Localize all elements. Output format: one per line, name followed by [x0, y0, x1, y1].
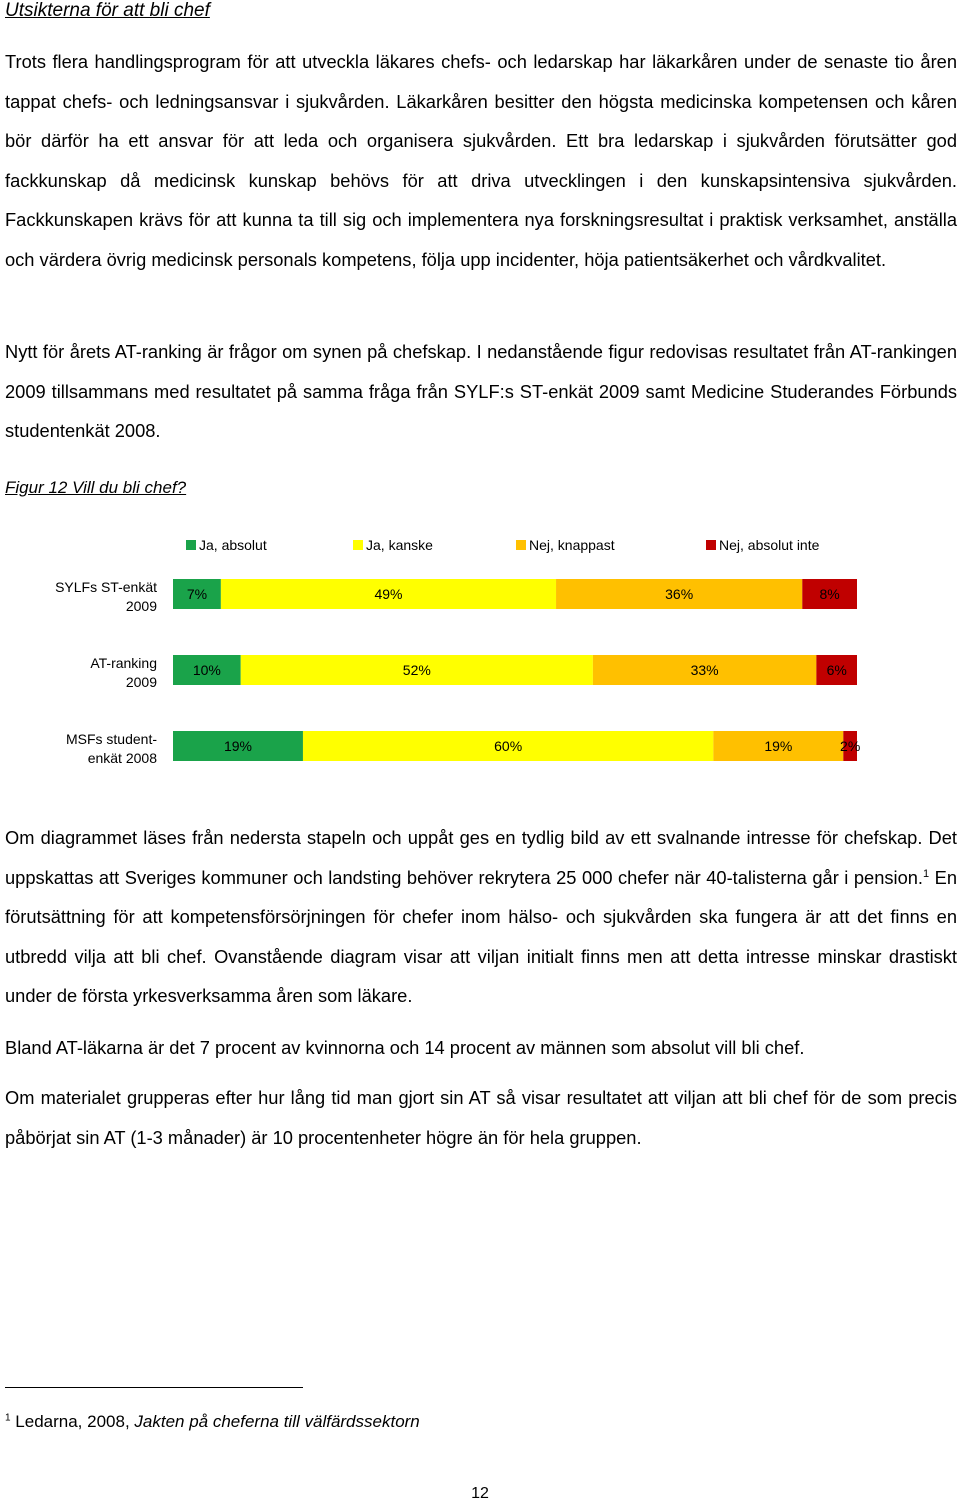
footnote-title: Jakten på cheferna till välfärdssektorn: [134, 1412, 420, 1431]
stacked-bar-chart: [0, 525, 960, 775]
paragraph-at-ranking: Nytt för årets AT-ranking är frågor om synen på chefskap. I nedanstående figur redovisas resultatet från AT-rankingen 2009 tillsammans med resultatet på samma fråga från SYLF:s ST-enkät 2009 samt Medicine Studerandes Förbunds studentenkät 2008.: [5, 341, 957, 441]
legend-swatch-2: [353, 540, 363, 550]
paragraph-interpretation: [5, 818, 957, 1016]
data-label-3-4: 2%: [840, 738, 861, 754]
category-label-2-line-2: 2009: [125, 674, 157, 690]
category-label-2-line-1: AT-ranking: [90, 655, 157, 671]
figure-caption: Figur 12 Vill du bli chef?: [5, 478, 187, 497]
data-label-2-3: 33%: [690, 662, 719, 678]
legend-swatch-3: [516, 540, 526, 550]
footnote-reference[interactable]: 1: [922, 867, 930, 880]
data-label-3-2: 60%: [494, 738, 523, 754]
legend-label-3: Nej, knappast: [529, 537, 615, 553]
paragraph-interpretation-part2: En förutsättning för att kompetensförsörjningen för chefer inom hälso- och sjukvården ska fungera är att det finns en utbredd vilja att bli chef. Ovanstående diagram visar att viljan initialt finns men att detta intresse minskar drastiskt under de första yrkesverksamma åren som läkare.: [5, 866, 957, 1006]
footnote-text: Ledarna, 2008,: [10, 1412, 135, 1431]
paragraph-intro: Trots flera handlingsprogram för att utveckla läkares chefs- och ledarskap har läkarkåren under de senaste tio åren tappat chefs- och ledningsansvar i sjukvården. Läkarkåren besitter den högsta medicinska kompetensen och kåren bör därför ha ett ansvar för att leda och organisera sjukvården. Ett bra ledarskap i sjukvården förutsätter god fackkunskap då medicinsk kunskap behövs för att driva utvecklingen i den kunskapsintensiva sjukvården. Fackkunskapen krävs för att kunna ta till sig och implementera nya forskningsresultat i praktisk verksamhet, anställa och värdera övrig medicinsk personals kompetens, följa upp incidenter, höja patientsäkerhet och vårdkvalitet.: [5, 51, 957, 270]
footnote: [5, 1412, 420, 1432]
category-label-1-line-1: SYLFs ST-enkät: [55, 579, 157, 595]
data-label-2-1: 10%: [192, 662, 221, 678]
data-label-3-3: 19%: [764, 738, 793, 754]
data-label-2-4: 6%: [826, 662, 847, 678]
category-label-1-line-2: 2009: [125, 598, 157, 614]
section-heading: Utsikterna för att bli chef: [5, 0, 210, 21]
data-label-1-4: 8%: [819, 586, 840, 602]
paragraph-interpretation-part1: Om diagrammet läses från nedersta stapeln och uppåt ges en tydlig bild av ett svalnande intresse för chefskap. Det uppskattas att Sveriges kommuner och landsting behöver rekrytera 25 000 chefer när 40-talisterna går i pension.: [5, 827, 957, 888]
footnote-mark: 1: [5, 1412, 11, 1424]
footnote-separator: [5, 1387, 303, 1388]
legend-label-4: Nej, absolut inte: [719, 537, 820, 553]
paragraph-gender: Bland AT-läkarna är det 7 procent av kvinnorna och 14 procent av männen som absolut vill bli chef.: [5, 1037, 805, 1058]
category-label-3-line-2: enkät 2008: [87, 750, 157, 766]
legend-label-1: Ja, absolut: [199, 537, 267, 553]
category-label-3-line-1: MSFs student-: [65, 731, 157, 747]
data-label-1-2: 49%: [374, 586, 403, 602]
data-label-1-3: 36%: [665, 586, 694, 602]
data-label-1-1: 7%: [186, 586, 208, 602]
page-number: 12: [471, 1485, 489, 1502]
paragraph-grouping: Om materialet grupperas efter hur lång tid man gjort sin AT så visar resultatet att viljan att bli chef för de som precis påbörjat sin AT (1-3 månader) är 10 procentenheter högre än för hela gruppen.: [5, 1087, 957, 1148]
legend-swatch-1: [186, 540, 196, 550]
legend-swatch-4: [706, 540, 716, 550]
data-label-2-2: 52%: [402, 662, 431, 678]
data-label-3-1: 19%: [223, 738, 252, 754]
legend-label-2: Ja, kanske: [366, 537, 433, 553]
